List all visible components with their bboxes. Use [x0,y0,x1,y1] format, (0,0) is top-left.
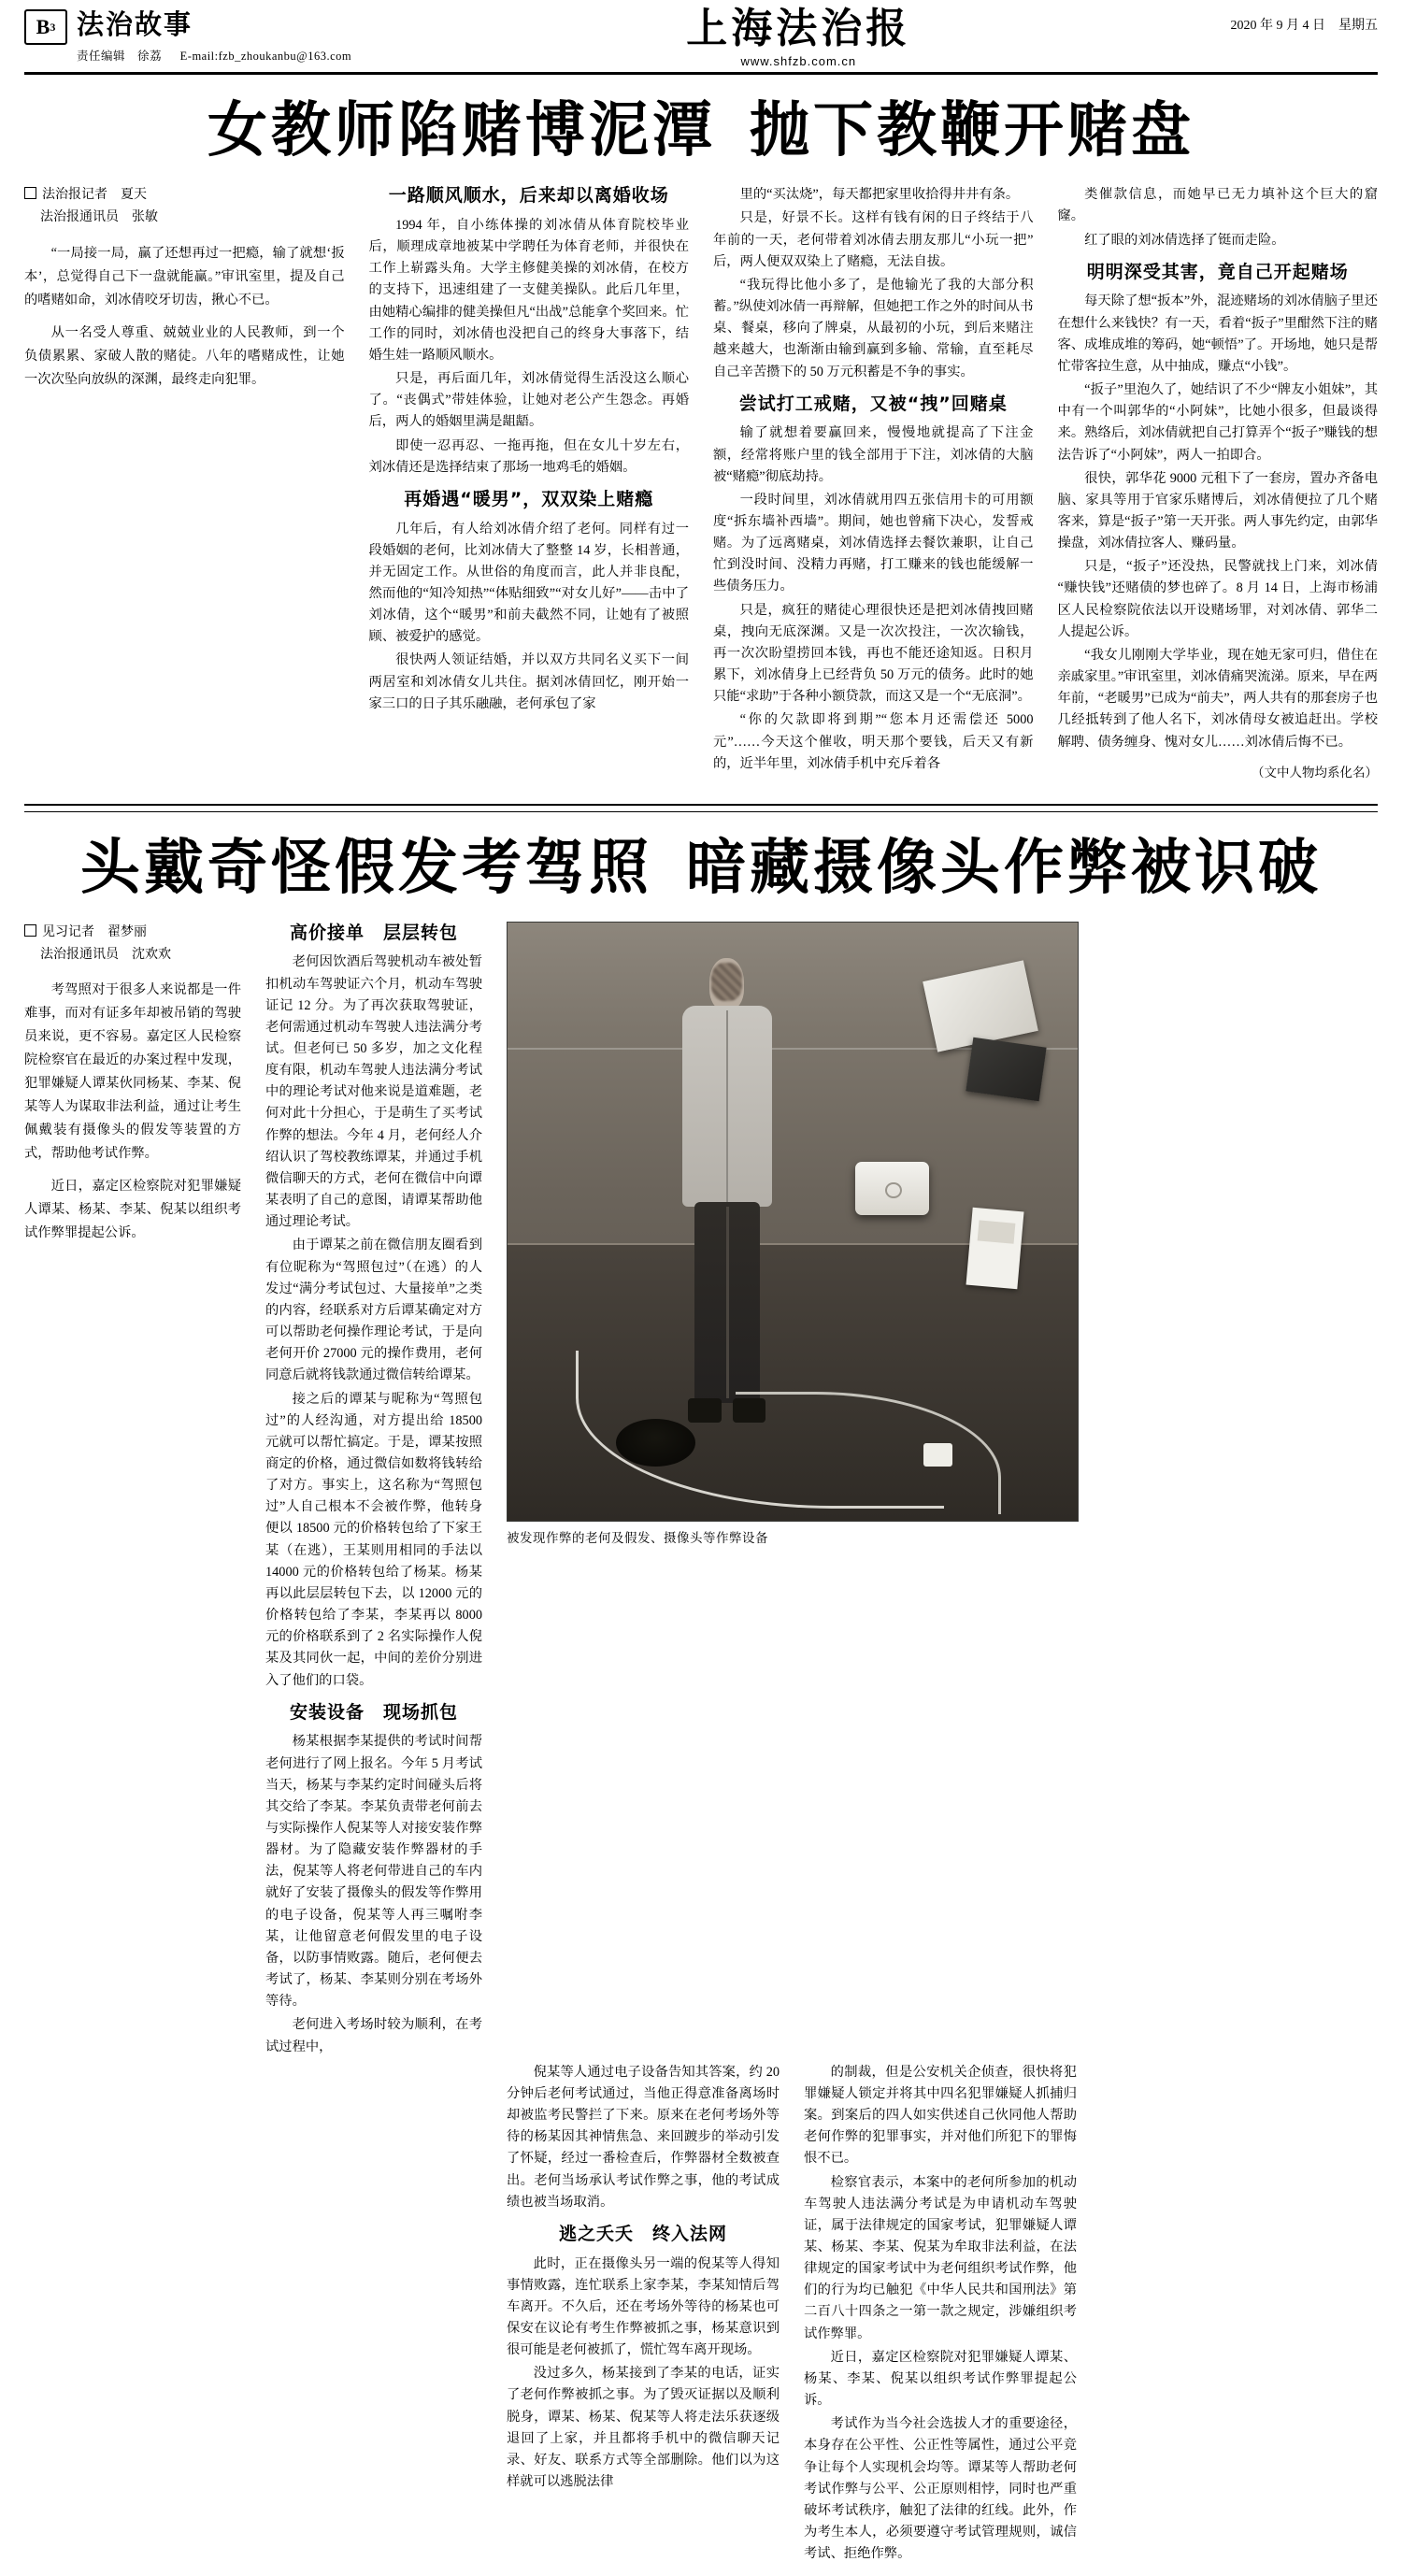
editor-label: 责任编辑 徐荔 [77,50,163,63]
story1-c2-p1: 几年后，有人给刘冰倩介绍了老何。同样有过一段婚姻的老何，比刘冰倩大了整整 14 岁，长相普通，并无固定工作。从世俗的角度而言，此人并非良配，然而他的“知冷知热”“体贴细致”“对女儿好”——击中了刘冰倩，这个“暖男”和前夫截然不同，让她有了被照顾、被爱护的感觉。 [368,521,689,645]
story2-c1-p2: 由于谭某之前在微信朋友圈看到有位昵称为“驾照包过”（在逃）的人发过“满分考试包过、大量接单”之类的内容，经联系对方后谭某确定对方可以帮助老何操作理论考试，于是向老何开价 27000 元的操作费用，老何同意后就将钱款通过微信转给谭某。 [265,1238,482,1383]
story2-column-3 [507,2062,780,2496]
photo-plug [923,1443,952,1467]
story2-c1-p1: 老何因饮酒后驾驶机动车被处暂扣机动车驾驶证六个月，机动车驾驶证记 12 分。为了再次获取驾驶证，老何需通过机动车驾驶人违法满分考试。但老何已 50 多岁，加之文化程度有限，机动车驾驶人违法满分考试中的理论考试对他来说是道难题，老何对此十分担心，于是萌生了买考试作弊的想法。今年 4 月，老何经人介绍认识了驾校教练谭某，并通过手机微信聊天的方式，老何在微信中向谭某表明了自己的意图，请谭某帮助他通过理论考试。 [265,954,482,1230]
masthead [24,7,1378,75]
story1-c3top-p1: 里的“买汰烧”，每天都把家里收拾得井井有条。 [739,187,1020,203]
story2-c3b-p2: 没过多久，杨某接到了李某的电话，证实了老何作弊被抓之事。为了毁灭证据以及顺利脱身，谭某、杨某、倪某等人将走法乐获逐级退回了上家，并且都将手机中的微信聊天记录、好友、联系方式等全部删除。他们以为这样就可以逃脱法律 [507,2366,780,2490]
story2-column-2 [265,922,482,2060]
photo-evidence-card [966,1208,1024,1290]
page-number-badge [24,9,67,45]
section-title: 法治故事 [77,8,193,40]
story1-c4-p2: “扳子”里泡久了，她结识了不少“牌友小姐妹”，其中有一个叫郭华的“小阿妹”，比她小很多，但最谈得来。熟络后，刘冰倩就把自己打算弄个“扳子”赚钱的想法告诉了“小阿妹”，两人一拍即合。 [1057,382,1378,463]
photo-caption: 被发现作弊的老何及假发、摄像头等作弊设备 [507,1530,768,1545]
story1-c3-p3: 只是，疯狂的赌徒心理很快还是把刘冰倩拽回赌桌，拽向无底深渊。又是一次次投注，一次次输钱，再一次次盼望捞回本钱，再也不能还途知返。日积月累下，刘冰倩身上已经背负 50 万元的债务。此时的她只能“求助”于各种小额贷款，而这又是一个“无底洞”。 [713,602,1034,705]
story2-lede-p2: 近日，嘉定区检察院对犯罪嫌疑人谭某、杨某、李某、倪某以组织考试作弊罪提起公诉。 [24,1179,241,1241]
story2-c4-p2: 检察官表示，本案中的老何所参加的机动车驾驶人违法满分考试是为申请机动车驾驶证，属于法律规定的国家考试，犯罪嫌疑人谭某、杨某、李某、倪某为牟取非法利益，在法律规定的国家考试中为老何组织考试作弊，他们的行为均已触犯《中华人民共和国刑法》第二百八十四条之一第一款之规定，涉嫌组织考试作弊罪。 [804,2174,1077,2341]
story-divider-thin [24,811,1378,812]
story2-photo-block [507,922,1077,1546]
story1-correspondent: 法治报通讯员 张敏 [40,210,158,225]
story1-lede-p2: 从一名受人尊重、兢兢业业的人民教师，到一个负债累累、家破人散的赌徒。八年的嗜赌成性，让她一次次坠向放纵的深渊，最终走向犯罪。 [24,324,345,387]
story1-c4top-p1: 类催款信息，而她早已无力填补这个巨大的窟窿。 [1057,187,1378,224]
story2-lede [24,979,241,1245]
story1-reporter: 法治报记者 夏天 [42,188,147,203]
story2-c4-p4: 考试作为当今社会选拔人才的重要途径，本身存在公平性、公正性等属性，通过公平竞争让每个人实现机会均等。谭某等人帮助老何考试作弊与公平、公正原则相悖，同时也严重破坏考试秩序，触犯了法律的红线。此外，作为考生本人，必须要遵守考试管理规则，诚信考试、拒绝作弊。 [804,2416,1077,2562]
story1-subhead-4: 明明深受其害，竟自己开起赌场 [1086,261,1349,282]
story1-lede-p1: “一局接一局，赢了还想再过一把瘾，输了就想‘扳本’，总觉得自己下一盘就能赢。”审讯室里，提及自己的嗜赌如命，刘冰倩咬牙切齿，揪心不已。 [24,245,345,308]
issue-date: 2020 年 9 月 4 日 星期五 [1230,19,1378,33]
story1-c1-p3: 即使一忍再忍、一拖再拖，但在女儿十岁左右，刘冰倩还是选择结束了那场一地鸡毛的婚姻。 [368,437,689,475]
story1-c4-p4: 只是，“扳子”还没热，民警就找上门来，刘冰倩“赚快钱”还赌债的梦也碎了。8 月 14 日，上海市杨浦区人民检察院依法以开设赌场罪，对刘冰倩、郭华二人提起公诉。 [1057,559,1378,639]
story2-reporter: 见习记者 翟梦丽 [42,924,147,939]
story2-headline-part-b: 暗藏摄像头作弊被识破 [686,833,1322,903]
editor-line [77,47,366,64]
paper-website[interactable]: www.shfzb.com.cn [740,54,857,69]
bullet-box-icon [24,924,36,937]
story1-c3-p4: “你的欠款即将到期”“您本月还需偿还 5000 元”……今天这个催收，明天那个要钱，后天又有新的，近半年里，刘冰倩手机中充斥着各 [713,712,1034,771]
story1-c3-p1: 输了就想着要赢回来，慢慢地就提高了下注金额，经常将账户里的钱全部用于下注，刘冰倩的大脑被“赌瘾”彻底劫持。 [713,425,1034,484]
story1-subhead-3: 尝试打工戒赌，又被“拽”回赌桌 [738,393,1008,414]
story2-subhead-3: 逃之夭夭 终入法网 [558,2223,727,2244]
story2-lede-p1: 考驾照对于很多人来说都是一件难事，而对有证多年却被吊销的驾驶员来说，更不容易。嘉定区人民检察院检察官在最近的办案过程中发现，犯罪嫌疑人谭某伙同杨某、李某、倪某等人为谋取非法利益，通过让考生佩戴装有摄像头的假发等装置的方式，帮助他考试作弊。 [24,982,241,1162]
story2-headline [24,833,1378,903]
story2-c4-p3: 近日，嘉定区检察院对犯罪嫌疑人谭某、杨某、李某、倪某以组织考试作弊罪提起公诉。 [804,2349,1077,2409]
story1-column-1 [24,184,345,401]
photo-dark-device [966,1037,1047,1100]
story1-subhead-2: 再婚遇“暖男”，双双染上赌瘾 [404,488,654,509]
story2-c3b-p1: 此时，正在摄像头另一端的倪某等人得知事情败露，连忙联系上家李某，李某知情后驾车离开。不久后，还在考场外等待的杨某也可保安在议论有考生作弊被抓之事，杨某意识到很可能是老何被抓了，慌忙驾车离开现场。 [507,2255,780,2358]
story2-byline [24,922,241,966]
story2-c1-p3: 接之后的谭某与昵称为“驾照包过”的人经沟通，对方提出给 18500 元就可以帮忙搞定。于是，谭某按照商定的价格，通过微信如数将钱转给了对方。事实上，这名称为“驾照包过”人自己根本不会被作弊，他转身便以 18500 元的价格转包给了下家王某（在逃），王某则用相同的手法以 14000 元的价格转包给了杨某。杨某再以此层层转包下去，以 12000 元的价格转包给了李某，李某再以 8000 元的价格联系到了 2 名实际操作人倪某及其同伙一起，中间的差价分别进入了他们的口袋。 [265,1391,482,1688]
story1-c2-p2: 很快两人领证结婚，并以双方共同名义买下一间两居室和刘冰倩女儿共住。据刘冰倩回忆，刚开始一家三口的日子其乐融融，老何承包了家 [368,652,689,711]
page-digit: 3 [50,20,56,34]
story1-c4-p3: 很快，郭华花 9000 元租下了一套房，置办齐备电脑、家具等用于官家乐赌博后，刘冰倩便拉了几个赌客来，算是“扳子”第一天开张。两人事先约定，由郭华操盘，刘冰倩拉客人、赚码量。 [1057,470,1378,551]
story1-c4top-p2: 红了眼的刘冰倩选择了铤而走险。 [1084,232,1285,248]
paper-name: 上海法治报 [686,6,911,51]
story1-c1-p2: 只是，再后面几年，刘冰倩觉得生活没这么顺心了。“丧偶式”带娃体验，让她对老公产生怨念。再婚后，两人的婚姻里满是龃龉。 [368,371,689,430]
bullet-box-icon [24,187,36,199]
page-letter: B [36,15,50,38]
story1-columns [24,184,1378,782]
story-divider [24,804,1378,806]
story2-column-1 [24,922,241,1255]
masthead-left [24,7,366,64]
photo-face-blur [711,963,742,1001]
story2-subhead-1: 高价接单 层层转包 [289,922,458,943]
story2-headline-part-a: 头戴奇怪假发考驾照 [80,833,652,903]
story1-lede [24,242,345,392]
story1-headline-part-a: 女教师陷赌博泥潭 [207,96,716,166]
story2-column-4 [804,2062,1077,2568]
story1-signoff: （文中人物均系化名） [1252,765,1378,780]
story1-c3top-p2: 只是，好景不长。这样有钱有闲的日子终结于八年前的一天，老何带着刘冰倩去朋友那儿“小玩一把”后，两人便双双染上了赌瘾，无法自拔。 [713,210,1034,269]
story1-column-4 [1058,184,1379,782]
story1-c4-p5: “我女儿刚刚大学毕业，现在她无家可归，借住在亲戚家里。”审讯室里，刘冰倩痛哭流涕。原来，早在两年前，“老暖男”已成为“前夫”，两人共有的那套房子也几经抵转到了他人名下，刘冰倩母女被追赶出。学校解聘、债务缠身、愧对女儿……刘冰倩后悔不已。 [1057,647,1378,750]
evidence-photo [507,922,1079,1522]
story2-top-columns [24,922,1378,2060]
story1-c3-p2: 一段时间里，刘冰倩就用四五张信用卡的可用额度“拆东墙补西墙”。期间，她也曾痛下决心，发誓戒赌。为了远离赌桌，刘冰倩选择去餐饮兼职，让自己忙到没时间、没精力再赌，打工赚来的钱也能缓解一些债务压力。 [713,492,1034,594]
story1-subhead-1: 一路顺风顺水，后来却以离婚收场 [388,185,669,207]
story1-c1-p1: 1994 年，自小练体操的刘冰倩从体育院校毕业后，顺理成章地被某中学聘任为体育老师，并很快在工作上崭露头角。大学主修健美操的刘冰倩，在校方的支持下，迅速组建了一支健美操队。此后几年里，由她精心编排的健美操但凡“出战”总能拿个奖回来。忙工作的同时，刘冰倩也没把自己的终身大事落下，结婚生娃一路顺风顺水。 [368,217,689,363]
story1-column-2 [369,184,690,717]
masthead-center [366,7,1230,68]
story2-c2-p1: 杨某根据李某提供的考试时间帮老何进行了网上报名。今年 5 月考试当天，杨某与李某约定时间碰头后将其交给了李某。李某负责带老何前去与实际操作人倪某等人对接安装作弊器材。为了隐藏安装作弊器材的手法，倪某等人将老何带进自己的车内就好了安装了摄像头的假发等作弊用的电子设备，倪某等人再三嘱咐李某，让他留意老何假发里的电子设备，以防事情败露。随后，老何便去考试了，杨某、李某则分别在考场外等待。 [265,1734,482,2010]
photo-transmitter-device [855,1162,929,1216]
editor-email: E-mail:fzb_zhoukanbu@163.com [179,50,352,63]
story2-subhead-2: 安装设备 现场抓包 [289,1701,458,1723]
story2-c4-p1: 的制裁，但是公安机关企侦查，很快将犯罪嫌疑人锁定并将其中四名犯罪嫌疑人抓捕归案。到案后的四人如实供述自己伙同他人帮助老何作弊的犯罪事实，并对他们所犯下的罪悔恨不已。 [804,2064,1077,2167]
photo-jacket-zipper [726,1010,728,1202]
story2-c2-p2: 老何进入考场时较为顺利，在考试过程中， [265,2017,482,2054]
story1-c3top-p3: “我玩得比他小多了，是他输光了我的大部分积蓄。”纵使刘冰倩一再辩解，但她把工作之外的时间从书桌、餐桌，移向了牌桌，从最初的小玩，到后来赌注越来越大，也渐渐由输到赢到多输、常输，直至耗尽自己辛苦攒下的 50 万元积蓄是不争的事实。 [713,277,1034,379]
story1-column-3 [713,184,1034,777]
story2-lower-columns [24,2062,1378,2568]
story1-headline [24,96,1378,166]
story1-c4-p1: 每天除了想“扳本”外，混迹赌场的刘冰倩脑子里还在想什么来钱快？有一天，看着“扳子”里酣然下注的赌客、成堆成堆的筹码，她“顿悟”了。开场地，她只是帮忙带客拉生意，从中抽成，赚点“小钱”。 [1057,293,1378,374]
story1-headline-part-b: 抛下教鞭开赌盘 [750,96,1195,166]
story2-correspondent: 法治报通讯员 沈欢欢 [40,947,171,962]
story1-byline [24,184,345,229]
story2-c3-p1: 倪某等人通过电子设备告知其答案，约 20 分钟后老何考试通过，当他正得意准备离场时却被监考民警拦了下来。原来在老何考场外等待的杨某因其神情焦急、来回踱步的举动引发了怀疑，经过一番检查后，作弊器材全数被查出。老何当场承认考试作弊之事，他的考试成绩也被当场取消。 [507,2064,780,2210]
